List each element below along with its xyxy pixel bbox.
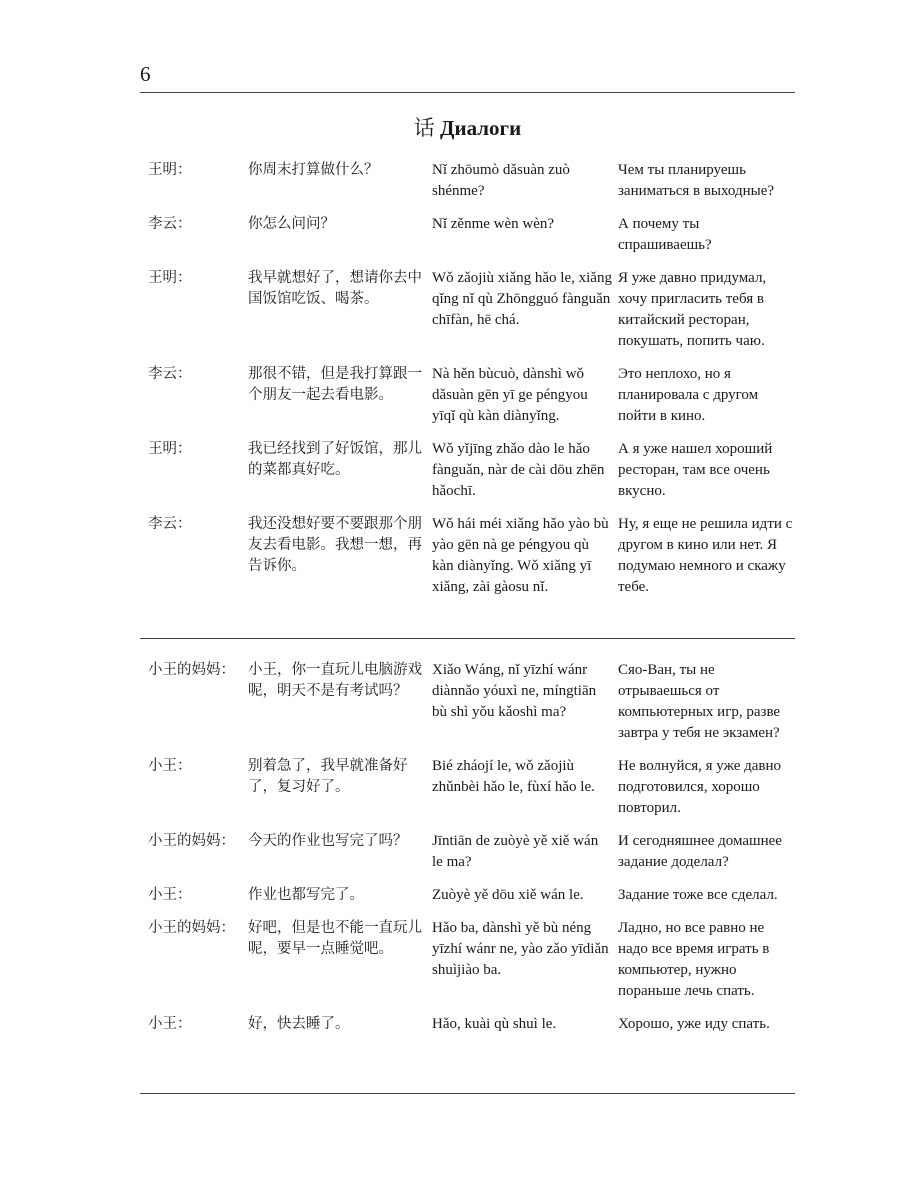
page-number: 6 xyxy=(140,62,151,86)
pinyin-text: Wǒ hái méi xiǎng hǎo yào bù yào gēn nà ge péngyou qù kàn diànyǐng. Wǒ xiǎng yī xiǎng, zài gàosu nǐ. xyxy=(432,516,609,595)
dialog-divider xyxy=(140,638,795,639)
speaker-name: 李云： xyxy=(148,216,192,232)
russian-translation: Я уже давно придумал, хочу пригласить тебя в китайский ресторан, покушать, попить чаю. xyxy=(618,270,767,349)
russian-translation: Задание тоже все сделал. xyxy=(618,887,778,903)
dialog-line xyxy=(140,1014,795,1035)
russian-translation: Это неплохо, но я планировала с другом пойти в кино. xyxy=(618,366,759,424)
speaker-name: 小王的妈妈： xyxy=(148,662,235,678)
chinese-text: 我早就想好了，想请你去中国饭馆吃饭、喝茶。 xyxy=(248,270,422,307)
pinyin-text: Nǐ zěnme wèn wèn? xyxy=(432,216,555,232)
footer-rule xyxy=(140,1093,795,1094)
dialog-2 xyxy=(140,660,795,1047)
dialog-line xyxy=(140,756,795,819)
speaker-name: 王明： xyxy=(148,162,192,178)
dialog-1 xyxy=(140,160,795,610)
russian-translation: Не волнуйся, я уже давно подготовился, хорошо повторил. xyxy=(618,758,782,816)
chinese-text: 好，快去睡了。 xyxy=(248,1016,350,1032)
dialog-line xyxy=(140,660,795,744)
section-title-ru: Диалоги xyxy=(440,116,522,140)
dialog-line xyxy=(140,160,795,202)
pinyin-text: Hǎo, kuài qù shuì le. xyxy=(432,1016,557,1032)
chinese-text: 小王，你一直玩儿电脑游戏呢，明天不是有考试吗？ xyxy=(248,662,422,699)
dialog-line xyxy=(140,268,795,352)
chinese-text: 今天的作业也写完了吗？ xyxy=(248,833,408,849)
pinyin-text: Wǒ zǎojiù xiǎng hǎo le, xiǎng qǐng nǐ qù Zhōngguó fànguǎn chīfàn, hē chá. xyxy=(432,270,612,328)
dialog-line xyxy=(140,214,795,256)
pinyin-text: Jīntiān de zuòyè yě xiě wán le ma? xyxy=(432,833,599,870)
pinyin-text: Xiǎo Wáng, nǐ yīzhí wánr diànnǎo yóuxì ne, míngtiān bù shì yǒu kǎoshì ma? xyxy=(432,662,597,720)
russian-translation: Хорошо, уже иду спать. xyxy=(618,1016,770,1032)
speaker-name: 小王： xyxy=(148,887,192,903)
section-title-zh: 话 xyxy=(413,116,435,140)
pinyin-text: Nà hěn bùcuò, dànshì wǒ dǎsuàn gēn yī ge péngyou yīqǐ qù kàn diànyǐng. xyxy=(432,366,588,424)
russian-translation: Ну, я еще не решила идти с другом в кино или нет. Я подумаю немного и скажу тебе. xyxy=(618,516,793,595)
speaker-name: 王明： xyxy=(148,270,192,286)
chinese-text: 我已经找到了好饭馆，那儿的菜都真好吃。 xyxy=(248,441,422,478)
russian-translation: Сяо-Ван, ты не отрываешься от компьютерных игр, разве завтра у тебя не экзамен? xyxy=(618,662,781,741)
russian-translation: Ладно, но все равно не надо все время играть в компьютер, нужно пораньше лечь спать. xyxy=(618,920,770,999)
pinyin-text: Nǐ zhōumò dǎsuàn zuò shénme? xyxy=(432,162,570,199)
section-title xyxy=(140,112,795,142)
chinese-text: 那很不错，但是我打算跟一个朋友一起去看电影。 xyxy=(248,366,422,403)
russian-translation: А я уже нашел хороший ресторан, там все очень вкусно. xyxy=(618,441,773,499)
dialog-line xyxy=(140,439,795,502)
speaker-name: 李云： xyxy=(148,366,192,382)
dialog-line xyxy=(140,364,795,427)
russian-translation: Чем ты планируешь заниматься в выходные? xyxy=(618,162,775,199)
header-rule xyxy=(140,92,795,93)
pinyin-text: Zuòyè yě dōu xiě wán le. xyxy=(432,887,584,903)
chinese-text: 好吧，但是也不能一直玩儿呢，要早一点睡觉吧。 xyxy=(248,920,422,957)
dialog-line xyxy=(140,885,795,906)
russian-translation: И сегодняшнее домашнее задание доделал? xyxy=(618,833,782,870)
speaker-name: 小王： xyxy=(148,758,192,774)
pinyin-text: Wǒ yǐjīng zhǎo dào le hǎo fànguǎn, nàr de cài dōu zhēn hǎochī. xyxy=(432,441,605,499)
speaker-name: 小王的妈妈： xyxy=(148,833,235,849)
speaker-name: 李云： xyxy=(148,516,192,532)
dialog-line xyxy=(140,918,795,1002)
chinese-text: 别着急了，我早就准备好了，复习好了。 xyxy=(248,758,408,795)
speaker-name: 小王的妈妈： xyxy=(148,920,235,936)
chinese-text: 作业也都写完了。 xyxy=(248,887,364,903)
chinese-text: 你周末打算做什么？ xyxy=(248,162,379,178)
chinese-text: 我还没想好要不要跟那个朋友去看电影。我想一想，再告诉你。 xyxy=(248,516,422,574)
speaker-name: 王明： xyxy=(148,441,192,457)
pinyin-text: Hǎo ba, dànshì yě bù néng yīzhí wánr ne, yào zǎo yīdiǎn shuìjiào ba. xyxy=(432,920,609,978)
speaker-name: 小王： xyxy=(148,1016,192,1032)
pinyin-text: Bié zháojí le, wǒ zǎojiù zhǔnbèi hǎo le, fùxí hǎo le. xyxy=(432,758,595,795)
dialog-line xyxy=(140,514,795,598)
dialog-line xyxy=(140,831,795,873)
chinese-text: 你怎么问问？ xyxy=(248,216,335,232)
russian-translation: А почему ты спрашиваешь? xyxy=(618,216,712,253)
